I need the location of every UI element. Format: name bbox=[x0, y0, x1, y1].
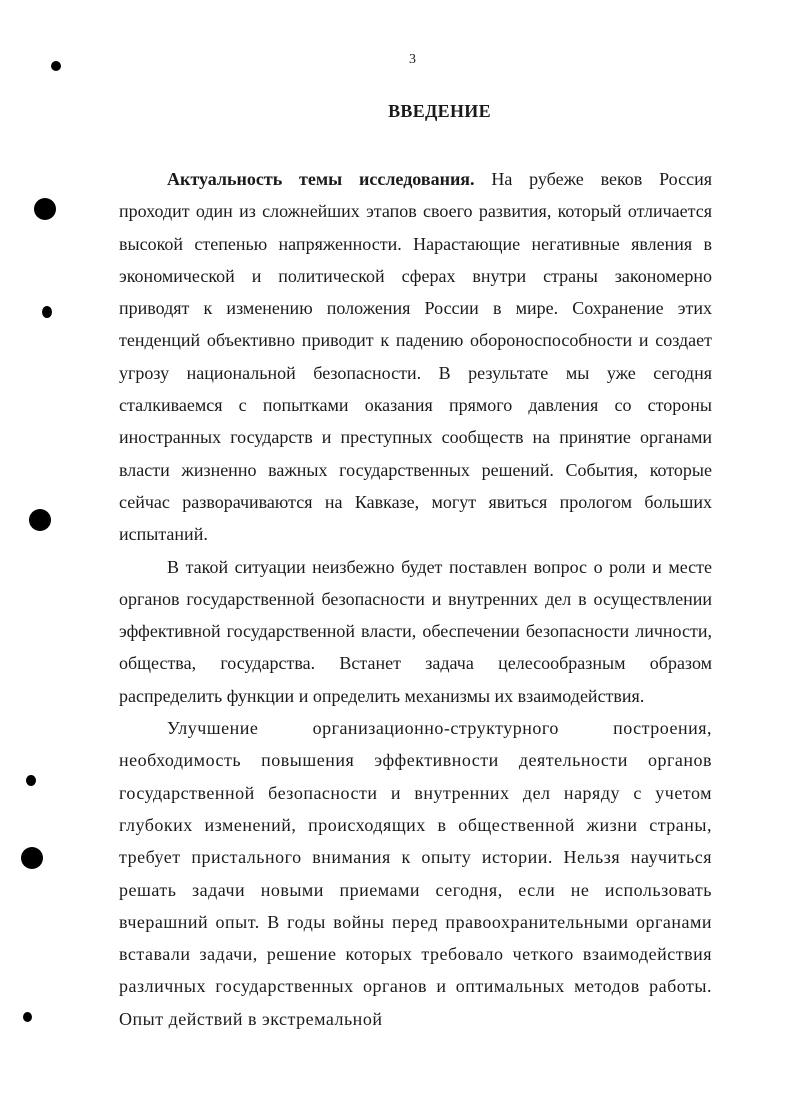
punch-hole-mark bbox=[51, 61, 61, 71]
section-title: ВВЕДЕНИЕ bbox=[388, 101, 491, 121]
paragraph-2: В такой ситуации неизбежно будет поставлен вопрос о роли и месте органов государственной безопасности и внутренних дел в осуществлении эффективной государственной власти, обеспечении безопасности личности, общества, государства. Встанет задача целесообразным образом распределить функции и определить механизмы их взаимодействия. bbox=[119, 556, 712, 706]
punch-hole-mark bbox=[42, 306, 52, 318]
body-text bbox=[119, 163, 712, 1035]
paragraph-1-text: На рубеже веков Россия проходит один из сложнейших этапов своего развития, который отличается высокой степенью напряженности. Нарастающие негативные явления в экономической и политической сферах внутри страны закономерно приводят к изменению положения России в мире. Сохранение этих тенденций объективно приводит к падению обороноспособности и создает угрозу национальной безопасности. В результате мы уже сегодня сталкиваемся с попытками оказания прямого давления со стороны иностранных государств и преступных сообществ на принятие органами власти жизненно важных государственных решений. События, которые сейчас разворачиваются на Кавказе, могут явиться прологом больших испытаний. bbox=[119, 169, 712, 545]
page-number: 3 bbox=[409, 52, 416, 67]
paragraph-3: Улучшение организационно-структурного построения, необходимость повышения эффективности деятельности органов государственной безопасности и внутренних дел наряду с учетом глубоких изменений, происходящих в общественной жизни страны, требует пристального внимания к опыту истории. Нельзя научиться решать задачи новыми приемами сегодня, если не использовать вчерашний опыт. В годы войны перед правоохранительными органами вставали задачи, решение которых требовало четкого взаимодействия различных государственных органов и оптимальных методов работы. Опыт действий в экстремальной bbox=[119, 718, 712, 1029]
punch-hole-mark bbox=[23, 1012, 32, 1022]
paragraph-1 bbox=[119, 163, 712, 551]
paragraph-lead: Актуальность темы исследования. bbox=[167, 169, 475, 189]
punch-hole-mark bbox=[26, 775, 36, 786]
punch-hole-mark bbox=[21, 847, 43, 869]
punch-hole-mark bbox=[29, 509, 51, 531]
punch-hole-mark bbox=[34, 198, 56, 220]
